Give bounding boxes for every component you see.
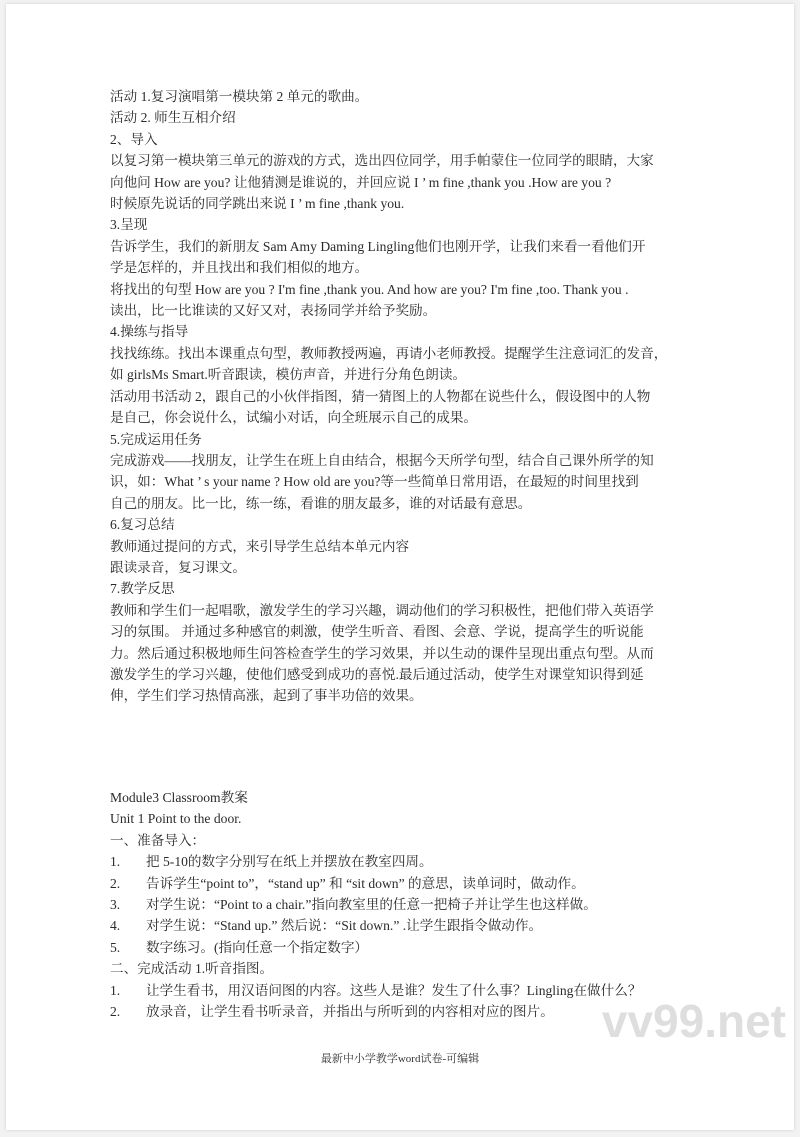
text-line: 活动 2. 师生互相介绍 <box>110 110 236 126</box>
list-text: 让学生看书，用汉语问图的内容。这些人是谁？发生了什么事？Lingling在做什么？ <box>146 982 642 998</box>
text-line: 找找练练。找出本课重点句型，教师教授两遍，再请小老师教授。提醒学生注意词汇的发音， <box>110 345 668 361</box>
text-line: 完成游戏——找朋友，让学生在班上自由结合，根据今天所学句型，结合自己课外所学的知 <box>110 452 654 468</box>
text-line: 学是怎样的，并且找出和我们相似的地方。 <box>110 260 369 276</box>
text-line: 4.操练与指导 <box>110 324 189 340</box>
list-text: 数字练习。(指向任意一个指定数字） <box>146 939 369 955</box>
part2-heading: 二、完成活动 1.听音指图。 <box>110 961 274 977</box>
list-item <box>110 937 700 958</box>
unit-title: Unit 1 Point to the door. <box>110 811 242 827</box>
list-item <box>110 851 700 872</box>
module-title: Module3 Classroom教案 <box>110 790 248 805</box>
list-number: 5. <box>110 939 121 955</box>
lesson-plan-section-1 <box>110 86 700 707</box>
list-item <box>110 873 700 894</box>
text-line: 活动 1.复习演唱第一模块第 2 单元的歌曲。 <box>110 89 369 104</box>
text-line: 时候原先说话的同学跳出来说 I ’ m fine ,thank you. <box>110 196 405 212</box>
text-line: 以复习第一模块第三单元的游戏的方式，选出四位同学，用手帕蒙住一位同学的眼睛，大家 <box>110 153 654 169</box>
document-page <box>6 4 794 1130</box>
text-line: 教师和学生们一起唱歌，激发学生的学习兴趣，调动他们的学习积极性，把他们带入英语学 <box>110 602 654 618</box>
list-item <box>110 894 700 915</box>
text-line: 5.完成运用任务 <box>110 431 202 447</box>
text-line: 向他问 How are you? 让他猜测是谁说的，并回应说 I ’ m fine ,thank you .How are you ? <box>110 174 612 190</box>
list-text: 对学生说：“Stand up.” 然后说：“Sit down.” .让学生跟指令做动作。 <box>146 918 543 934</box>
list-text: 对学生说：“Point to a chair.”指向教室里的任意一把椅子并让学生也这样做。 <box>146 897 597 913</box>
text-line: 2、导入 <box>110 131 158 147</box>
text-line: 教师通过提问的方式，来引导学生总结本单元内容 <box>110 538 410 554</box>
text-line: 6.复习总结 <box>110 517 175 533</box>
text-line: 读出，比一比谁读的又好又对，表扬同学并给予奖励。 <box>110 303 437 319</box>
list-item <box>110 915 700 936</box>
text-line: 伸，学生们学习热情高涨，起到了事半功倍的效果。 <box>110 688 423 704</box>
list-number: 1. <box>110 854 121 870</box>
list-number: 2. <box>110 875 121 891</box>
text-line: 力。然后通过积极地师生问答检查学生的学习效果，并以生动的课件呈现出重点句型。从而 <box>110 645 654 661</box>
text-line: 习的氛围。 并通过多种感官的刺激，使学生听音、看图、会意、学说，提高学生的听说能 <box>110 624 644 640</box>
text-line: 3.呈现 <box>110 217 148 233</box>
text-line: 告诉学生，我们的新朋友 Sam Amy Daming Lingling他们也刚开学，让我们来看一看他们开 <box>110 238 646 254</box>
lesson-plan-section-2 <box>110 787 700 1022</box>
watermark-logo: vv99.net <box>601 995 786 1047</box>
text-line: 如 girlsMs Smart.听音跟读，模仿声音，并进行分角色朗读。 <box>110 367 467 383</box>
list-text: 放录音，让学生看书听录音，并指出与所听到的内容相对应的图片。 <box>146 1004 554 1020</box>
text-line: 7.教学反思 <box>110 581 175 597</box>
text-line: 是自己，你会说什么，试编小对话，向全班展示自己的成果。 <box>110 410 478 426</box>
list-number: 1. <box>110 982 121 998</box>
text-line: 将找出的句型 How are you ? I'm fine ,thank you. And how are you? I'm fine ,too. Thank you . <box>110 281 629 297</box>
page-footer: 最新中小学教学word试卷-可编辑 <box>320 1053 480 1065</box>
list-text: 告诉学生“point to”，“stand up” 和 “sit down” 的意思，读单词时，做动作。 <box>146 875 585 891</box>
part1-heading: 一、准备导入： <box>110 832 206 848</box>
text-line: 活动用书活动 2，跟自己的小伙伴指图，猜一猜图上的人物都在说些什么，假设图中的人物 <box>110 388 651 404</box>
list-number: 3. <box>110 897 121 913</box>
text-line: 识，如：What ’ s your name ? How old are you?等一些简单日常用语，在最短的时间里找到 <box>110 474 639 490</box>
list-text: 把 5-10的数字分别写在纸上并摆放在教室四周。 <box>146 854 433 870</box>
text-line: 自己的朋友。比一比，练一练，看谁的朋友最多，谁的对话最有意思。 <box>110 495 532 511</box>
list-number: 2. <box>110 1004 121 1020</box>
list-number: 4. <box>110 918 121 934</box>
text-line: 跟读录音，复习课文。 <box>110 559 246 575</box>
text-line: 激发学生的学习兴趣，使他们感受到成功的喜悦.最后通过活动，使学生对课堂知识得到延 <box>110 666 644 682</box>
